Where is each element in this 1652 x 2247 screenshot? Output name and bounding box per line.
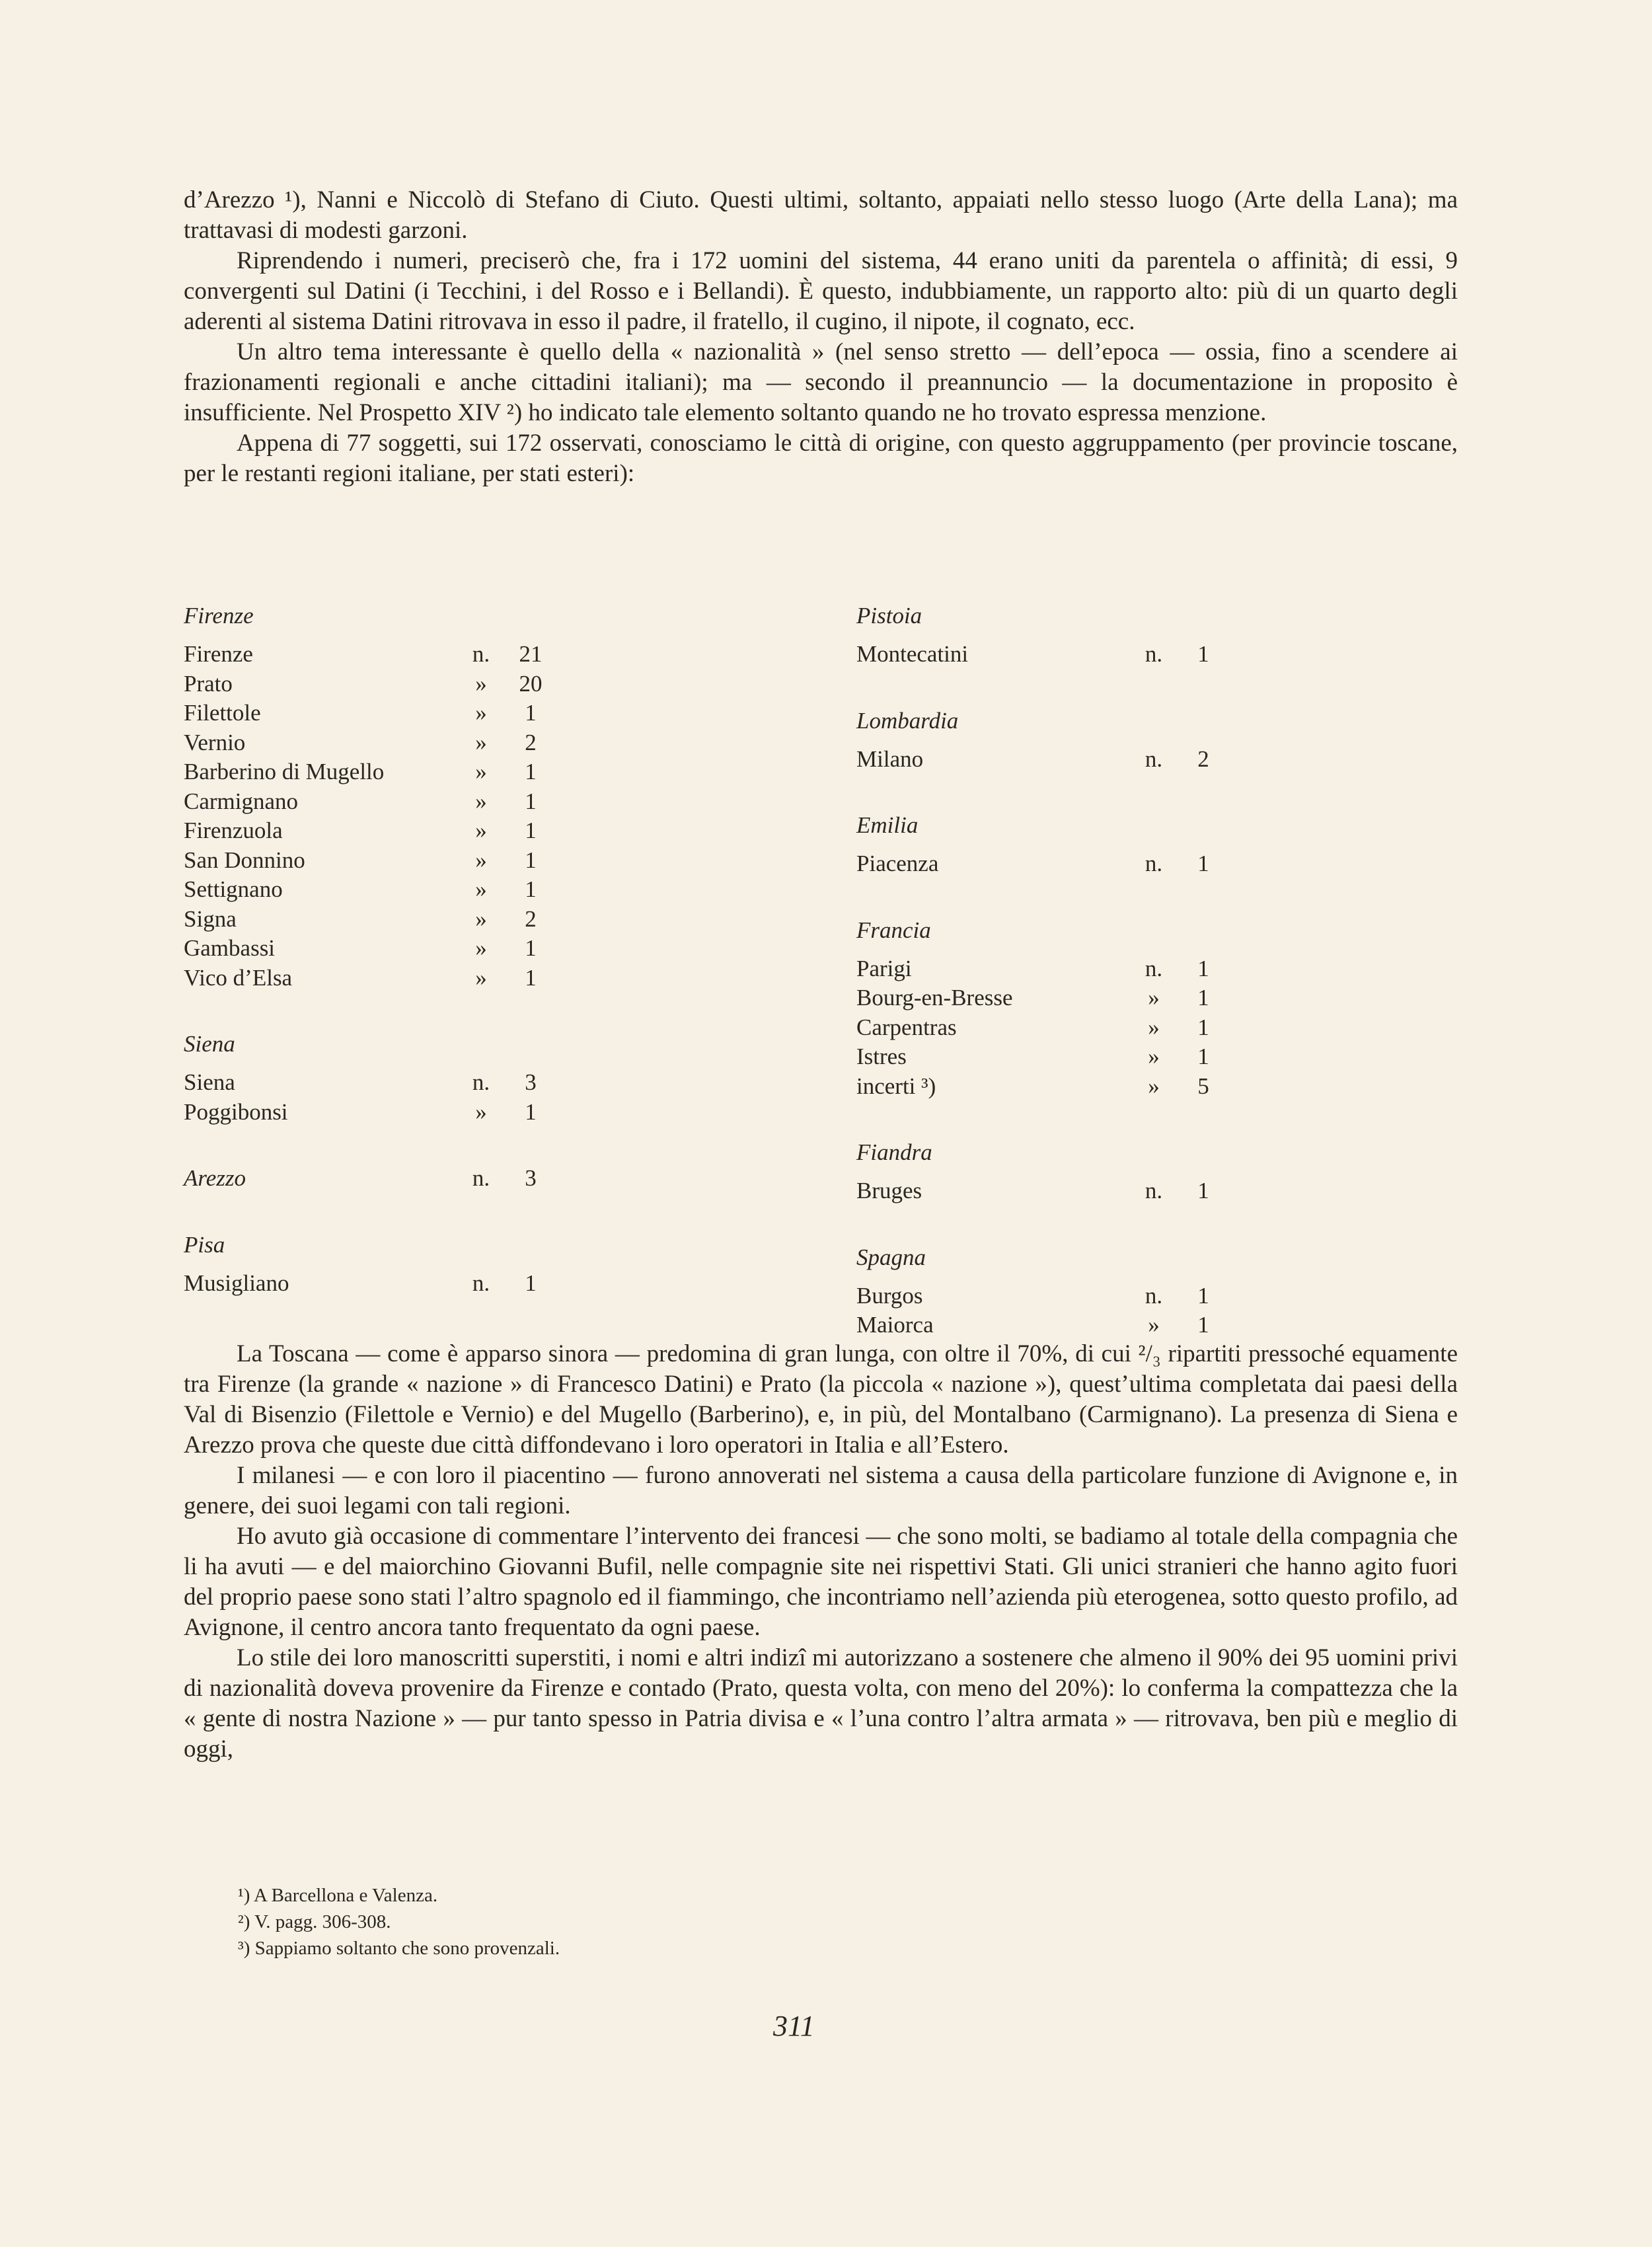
count-value: 1 xyxy=(525,818,537,843)
origin-row xyxy=(856,1013,1266,1043)
city-name: Bourg-en-Bresse xyxy=(856,985,1013,1010)
group-title-label: Arezzo xyxy=(184,1165,246,1191)
paragraph-5: La Toscana — come è apparso sinora — predomina di gran lunga, con oltre il 70%, di cui ²/₃ ripartiti pressoché equamente tra Firenze (la grande « nazione » di Francesco Datini) e Prato (la piccola « nazione »), quest’ultima completata dai paesi della Val di Bisenzio (Filettole e Vernio) e del Mugello (Barberino), e, in più, del Montalbano (Carmignano). La presenza di Siena e Arezzo prova che queste due città diffondevano i loro operatori in Italia e all’Estero. xyxy=(184,1340,1458,1459)
count-value: 1 xyxy=(525,788,537,814)
count-value: 1 xyxy=(525,759,537,784)
count-prefix: » xyxy=(475,670,487,697)
city-name: Barberino di Mugello xyxy=(184,759,385,784)
count-prefix: n. xyxy=(1145,745,1163,772)
city-name: Prato xyxy=(184,670,233,697)
count-prefix: » xyxy=(1148,1312,1160,1338)
city-name: San Donnino xyxy=(184,847,305,873)
city-name: Montecatini xyxy=(856,641,969,667)
paragraph-7: Ho avuto già occasione di commentare l’intervento dei francesi — che sono molti, se badiamo al totale della compagnia che li ha avuti — e del maiorchino Giovanni Bufil, nelle compagnie site nei rispettivi Stati. Gli unici stranieri che hanno agito fuori del proprio paese sono stati l’altro spagnolo ed il fiammingo, che incontriamo nell’azienda più eterogenea, sotto questo profilo, ad Avignone, il centro ancora tanto frequentato da ogni paese. xyxy=(184,1523,1458,1641)
count-value: 1 xyxy=(1197,1014,1209,1040)
city-name: Parigi xyxy=(856,955,912,981)
count-value: 1 xyxy=(1197,955,1209,981)
city-name: Siena xyxy=(184,1069,235,1095)
origin-row xyxy=(856,983,1266,1013)
city-name: Musigliano xyxy=(184,1270,289,1296)
origin-row xyxy=(856,1176,1266,1206)
group-title: Lombardia xyxy=(856,707,959,734)
count-prefix: » xyxy=(475,700,487,726)
city-name: Firenze xyxy=(184,641,253,667)
count-value: 20 xyxy=(519,670,543,697)
footnote-2: ²) V. pagg. 306-308. xyxy=(238,1911,391,1932)
count-prefix: » xyxy=(475,759,487,784)
count-value: 1 xyxy=(1197,1312,1209,1338)
city-name: Poggibonsi xyxy=(184,1098,288,1125)
group-title: Emilia xyxy=(856,812,919,838)
group-title: Pistoia xyxy=(856,603,922,628)
count-value: 1 xyxy=(525,1098,537,1125)
origin-group xyxy=(184,1231,593,1299)
origin-row xyxy=(184,905,593,934)
origin-row xyxy=(184,1269,593,1299)
city-name: Carpentras xyxy=(856,1014,957,1040)
city-name: Burgos xyxy=(856,1282,923,1309)
count-value: 21 xyxy=(519,641,543,667)
count-value: 1 xyxy=(1197,851,1209,876)
count-value: 1 xyxy=(1197,1044,1209,1069)
origin-group xyxy=(856,706,1266,775)
group-title: Firenze xyxy=(184,603,254,628)
city-name: Piacenza xyxy=(856,851,939,876)
origin-group xyxy=(856,811,1266,879)
paragraph-1: d’Arezzo ¹), Nanni e Niccolò di Stefano di Ciuto. Questi ultimi, soltanto, appaiati nello stesso luogo (Arte della Lana); ma trattavasi di modesti garzoni. xyxy=(184,186,1458,244)
count-prefix: n. xyxy=(472,1165,490,1191)
count-value: 1 xyxy=(525,876,537,902)
count-value: 1 xyxy=(525,700,537,726)
count-prefix: n. xyxy=(472,641,490,667)
count-prefix: » xyxy=(475,876,487,902)
footnotes xyxy=(238,1882,560,1961)
group-title: Fiandra xyxy=(856,1139,932,1165)
count-prefix: n. xyxy=(472,1270,490,1296)
paragraph-8: Lo stile dei loro manoscritti superstiti, i nomi e altri indizî mi autorizzano a sostenere che almeno il 90% dei 95 uomini privi di nazionalità doveva provenire da Firenze e contado (Prato, questa volta, con meno del 20%): lo conferma la compattezza che la « gente di nostra Nazione » — pur tanto spesso in Patria divisa e « l’una contro l’altra armata » — ritrovava, ben più e meglio di oggi, xyxy=(184,1644,1458,1763)
origin-table-right xyxy=(856,601,1266,1377)
count-value: 2 xyxy=(525,729,537,755)
origin-row xyxy=(856,745,1266,775)
origin-row xyxy=(184,816,593,846)
origin-group xyxy=(856,1138,1266,1206)
origin-row xyxy=(856,954,1266,984)
origin-row xyxy=(184,757,593,787)
paragraph-4: Appena di 77 soggetti, sui 172 osservati, conosciamo le città di origine, con questo aggruppamento (per provincie toscane, per le restanti regioni italiane, per stati esteri): xyxy=(184,430,1458,487)
city-name: Istres xyxy=(856,1044,907,1069)
city-name: Settignano xyxy=(184,876,283,902)
count-prefix: » xyxy=(475,1098,487,1125)
count-value: 5 xyxy=(1197,1073,1209,1099)
origin-row xyxy=(184,875,593,905)
count-prefix: » xyxy=(1148,1073,1160,1099)
paragraph-3: Un altro tema interessante è quello della « nazionalità » (nel senso stretto — dell’epoca — ossia, fino a scendere ai frazionamenti regionali e anche cittadini italiani); ma — secondo il preannuncio — la documentazione in proposito è insufficiente. Nel Prospetto XIV ²) ho indicato tale elemento soltanto quando ne ho trovato espressa menzione. xyxy=(184,338,1458,426)
city-name: Vernio xyxy=(184,729,246,755)
city-name: Filettole xyxy=(184,700,261,726)
group-title: Pisa xyxy=(184,1231,225,1258)
count-prefix: » xyxy=(475,935,487,961)
count-prefix: » xyxy=(1148,1014,1160,1040)
city-name: Maiorca xyxy=(856,1312,934,1338)
count-prefix: » xyxy=(475,847,487,873)
origin-group xyxy=(856,916,1266,1102)
origin-row xyxy=(856,640,1266,669)
origin-row xyxy=(184,1098,593,1127)
origin-row xyxy=(184,787,593,817)
count-prefix: » xyxy=(475,729,487,755)
city-name: Bruges xyxy=(856,1178,922,1203)
body-text-top xyxy=(184,185,1458,489)
city-name: Vico d’Elsa xyxy=(184,964,293,991)
origin-group xyxy=(184,1030,593,1127)
body-text-bottom xyxy=(184,1339,1458,1765)
origin-row xyxy=(184,728,593,758)
city-name: Signa xyxy=(184,905,237,932)
paragraph-6: I milanesi — e con loro il piacentino — furono annoverati nel sistema a causa della particolare funzione di Avignone e, in genere, dei suoi legami con tali regioni. xyxy=(184,1462,1458,1519)
count-prefix: » xyxy=(1148,1044,1160,1069)
count-prefix: n. xyxy=(1145,851,1163,876)
origin-row xyxy=(856,1281,1266,1311)
origin-row xyxy=(184,669,593,699)
origin-row xyxy=(184,640,593,669)
city-name: Gambassi xyxy=(184,935,276,961)
group-title: Spagna xyxy=(856,1244,926,1270)
count-prefix: » xyxy=(475,964,487,991)
origin-table-left xyxy=(184,601,593,1335)
group-title: Siena xyxy=(184,1031,235,1057)
count-value: 1 xyxy=(1197,641,1209,667)
count-value: 1 xyxy=(1197,1282,1209,1309)
origin-group xyxy=(856,601,1266,669)
count-prefix: » xyxy=(475,905,487,932)
city-name: Carmignano xyxy=(184,788,299,814)
count-prefix: n. xyxy=(472,1069,490,1095)
origin-row xyxy=(856,849,1266,879)
footnote-1: ¹) A Barcellona e Valenza. xyxy=(238,1885,438,1906)
count-value: 3 xyxy=(525,1069,537,1095)
origin-row xyxy=(856,1042,1266,1072)
count-prefix: » xyxy=(1148,985,1160,1010)
count-value: 1 xyxy=(1197,985,1209,1010)
origin-row xyxy=(184,1068,593,1098)
origin-row xyxy=(856,1311,1266,1340)
count-prefix: n. xyxy=(1145,955,1163,981)
paragraph-2: Riprendendo i numeri, preciserò che, fra i 172 uomini del sistema, 44 erano uniti da parentela o affinità; di essi, 9 convergenti sul Datini (i Tecchini, i del Rosso e i Bellandi). È questo, indubbiamente, un rapporto alto: più di un quarto degli aderenti al sistema Datini ritrovava in esso il padre, il fratello, il cugino, il nipote, il cognato, ecc. xyxy=(184,247,1458,335)
count-prefix: n. xyxy=(1145,1178,1163,1203)
origin-row xyxy=(184,934,593,964)
city-name: Milano xyxy=(856,745,924,772)
group-title xyxy=(184,1164,593,1194)
count-prefix: » xyxy=(475,818,487,843)
origin-row xyxy=(856,1072,1266,1102)
count-value: 1 xyxy=(525,847,537,873)
footnote-3: ³) Sappiamo soltanto che sono provenzali. xyxy=(238,1938,560,1959)
count-value: 3 xyxy=(525,1165,537,1191)
count-value: 1 xyxy=(525,935,537,961)
city-name: Firenzuola xyxy=(184,818,283,843)
count-value: 2 xyxy=(525,905,537,932)
count-value: 1 xyxy=(1197,1178,1209,1203)
city-name: incerti ³) xyxy=(856,1073,936,1099)
count-value: 2 xyxy=(1197,745,1209,772)
count-prefix: n. xyxy=(1145,1282,1163,1309)
origin-group xyxy=(856,1243,1266,1340)
count-prefix: » xyxy=(475,788,487,814)
origin-group xyxy=(184,601,593,993)
origin-group xyxy=(184,1164,593,1194)
page-number: 311 xyxy=(773,2010,815,2042)
count-prefix: n. xyxy=(1145,641,1163,667)
count-value: 1 xyxy=(525,1270,537,1296)
count-value: 1 xyxy=(525,964,537,991)
origin-row xyxy=(184,846,593,876)
group-title: Francia xyxy=(856,917,931,943)
origin-row xyxy=(184,964,593,993)
origin-row xyxy=(184,699,593,728)
